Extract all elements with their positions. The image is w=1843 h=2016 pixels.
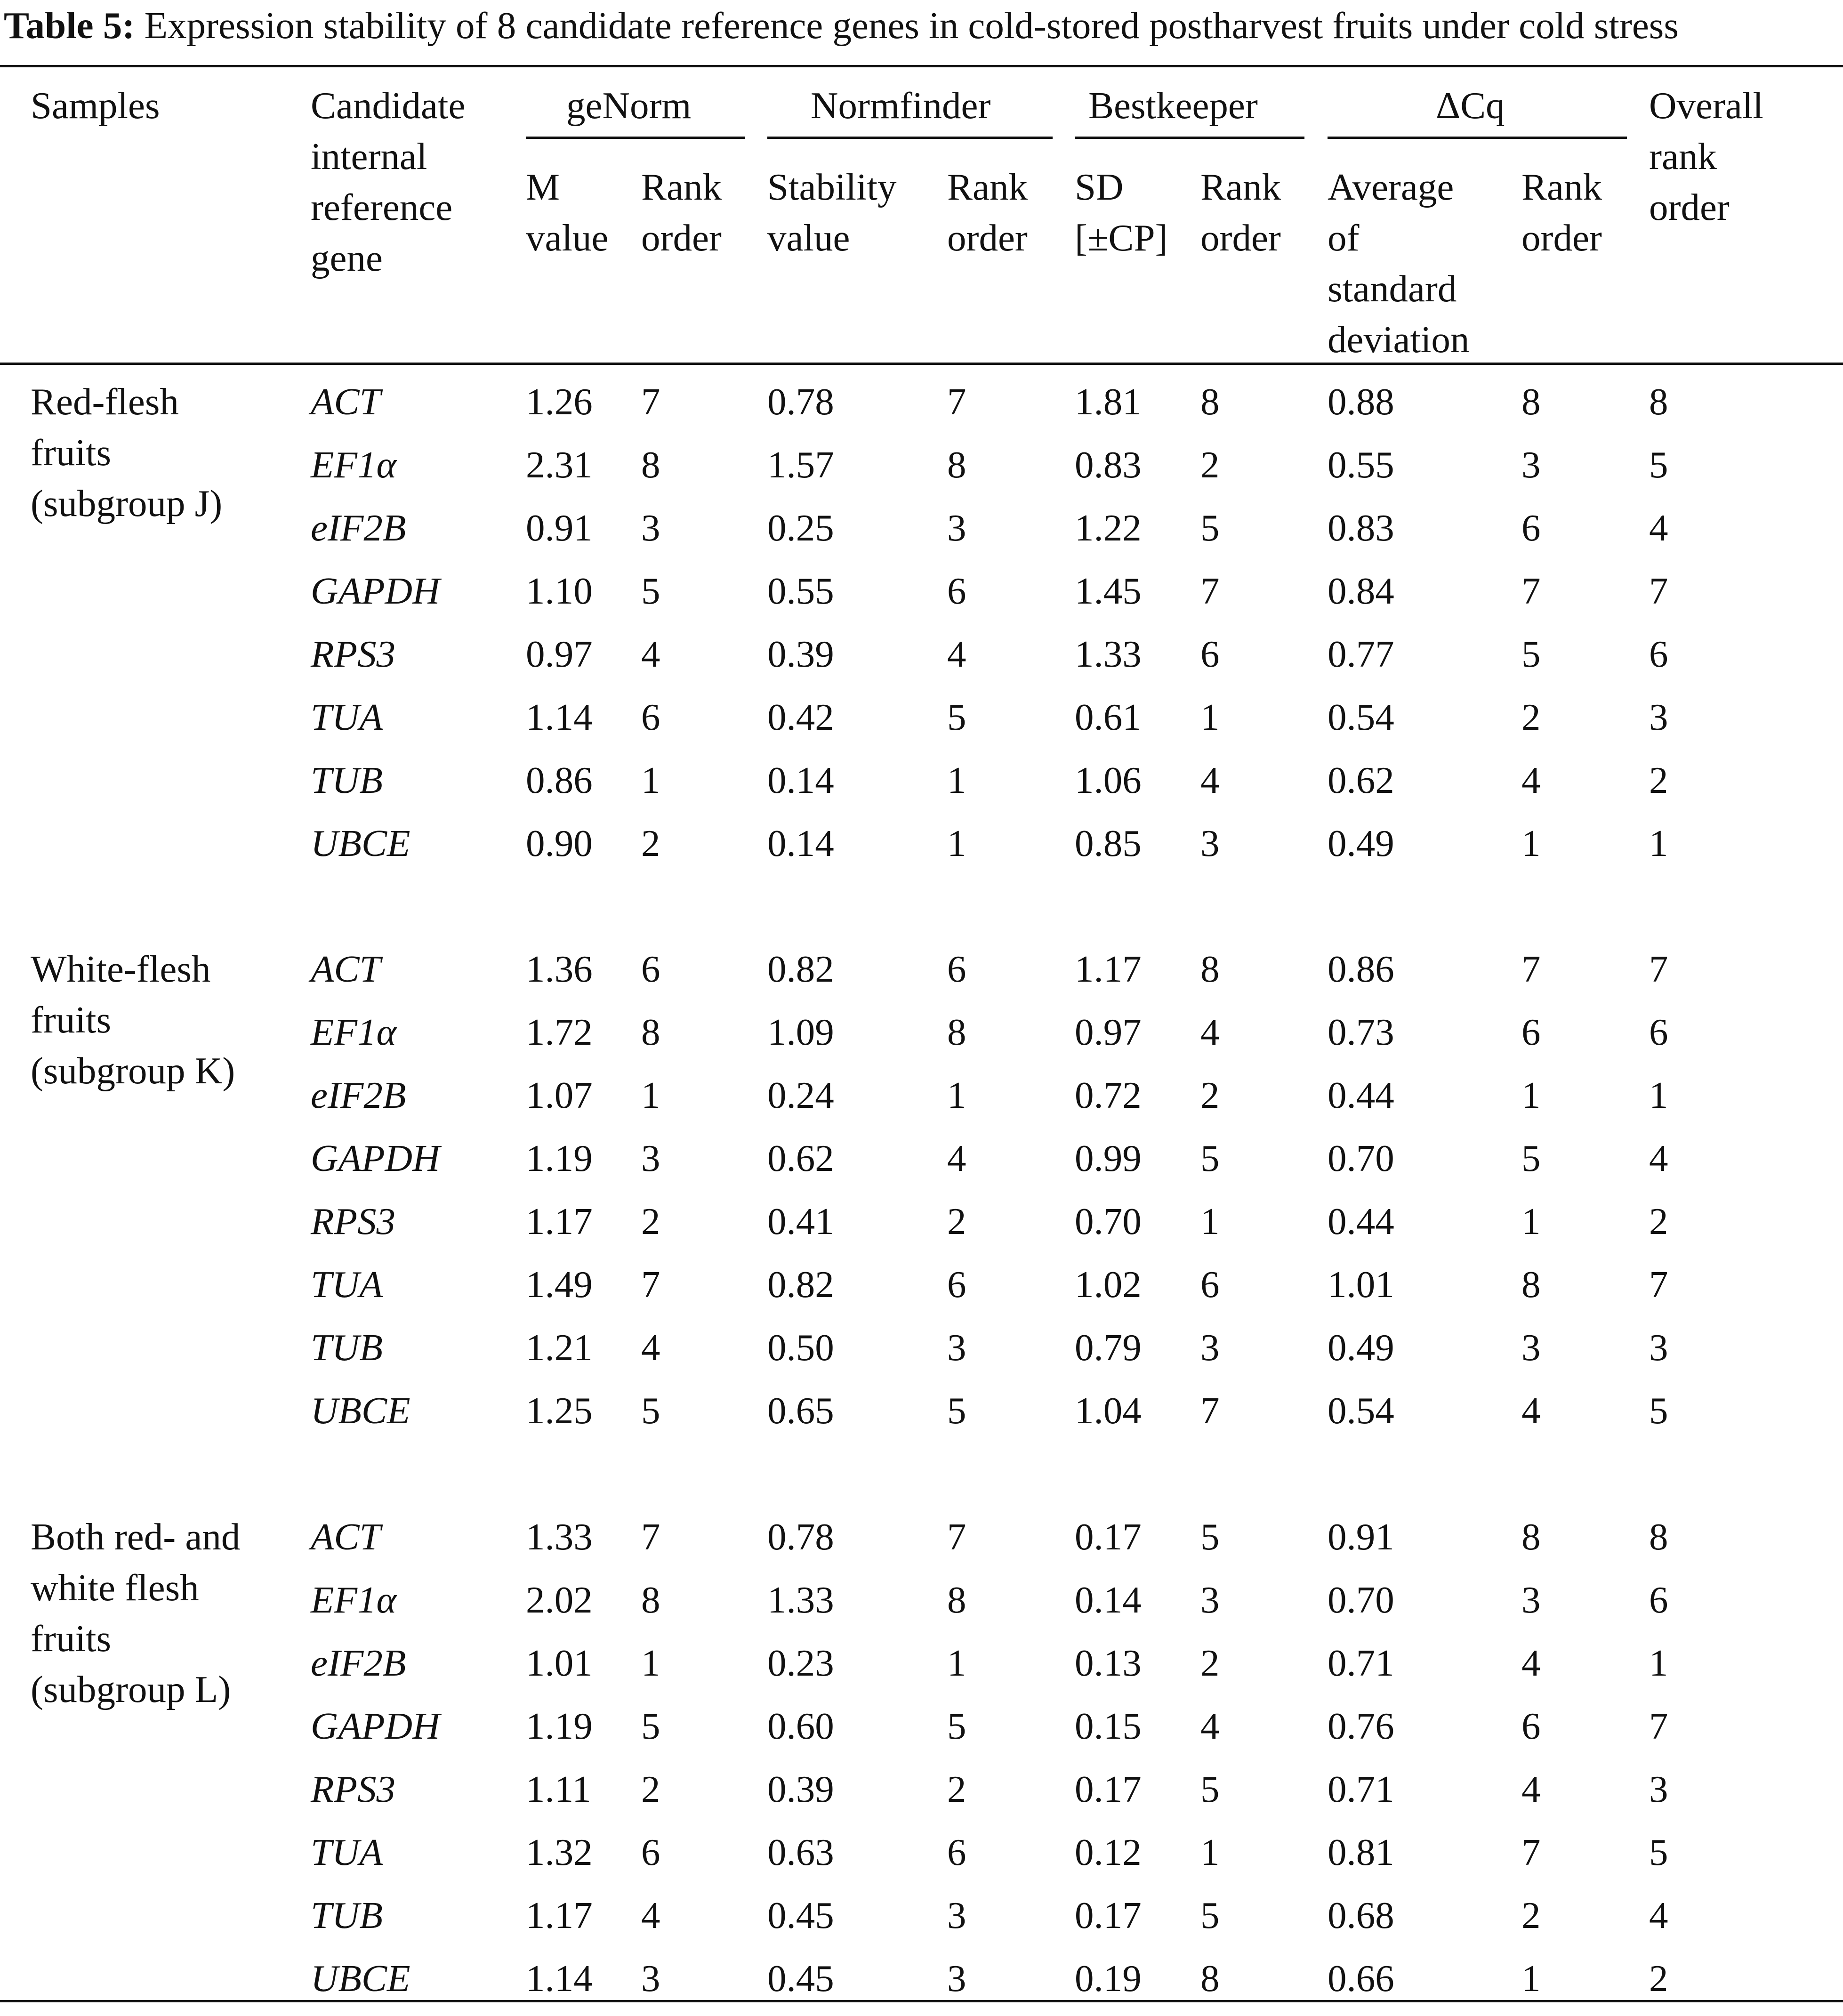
bestkeeper-underline (1075, 137, 1304, 139)
avg-sd-cell: 0.62 (1328, 759, 1394, 801)
table-row (0, 1196, 1843, 1259)
gene-cell: TUA (311, 1263, 383, 1306)
delta-cq-rank-cell: 7 (1521, 570, 1541, 612)
stability-value-cell: 0.82 (767, 948, 834, 990)
m-value-cell: 0.90 (526, 822, 593, 864)
delta-cq-underline (1328, 137, 1627, 139)
genorm-rank-cell: 4 (641, 1326, 660, 1369)
table-row (0, 565, 1843, 629)
m-value-cell: 1.25 (526, 1389, 593, 1432)
sd-cell: 0.83 (1075, 444, 1142, 486)
table-row (0, 692, 1843, 755)
normfinder-rank-cell: 8 (947, 444, 966, 486)
normfinder-rank-cell: 2 (947, 1768, 966, 1810)
overall-rank-cell: 7 (1649, 570, 1668, 612)
stability-value-cell: 0.25 (767, 507, 834, 549)
stability-value-cell: 0.78 (767, 380, 834, 423)
stability-value-cell: 0.23 (767, 1642, 834, 1684)
avg-sd-cell: 0.70 (1328, 1579, 1394, 1621)
genorm-rank-cell: 3 (641, 1957, 660, 2000)
delta-cq-rank-cell: 5 (1521, 633, 1541, 675)
delta-cq-rank-cell: 6 (1521, 1705, 1541, 1747)
delta-cq-rank-cell: 8 (1521, 380, 1541, 423)
genorm-rank-cell: 4 (641, 1894, 660, 1936)
overall-rank-cell: 6 (1649, 633, 1668, 675)
header-m-value: M value (526, 166, 609, 259)
gene-cell: TUB (311, 1326, 383, 1369)
group-label-line: white flesh (31, 1566, 199, 1609)
overall-rank-cell: 6 (1649, 1579, 1668, 1621)
bestkeeper-rank-cell: 2 (1200, 1074, 1220, 1116)
avg-sd-cell: 0.49 (1328, 822, 1394, 864)
table-caption-text: Expression stability of 8 candidate reference genes in cold-stored postharvest fruits under cold stress (144, 4, 1679, 47)
delta-cq-rank-cell: 4 (1521, 759, 1541, 801)
stability-value-cell: 1.09 (767, 1011, 834, 1053)
gene-cell: GAPDH (311, 1137, 440, 1179)
sd-cell: 0.70 (1075, 1200, 1142, 1242)
top-rule (0, 65, 1843, 67)
delta-cq-rank-cell: 3 (1521, 1326, 1541, 1369)
delta-cq-rank-cell: 4 (1521, 1389, 1541, 1432)
header-bestkeeper: Bestkeeper (1088, 84, 1258, 127)
bestkeeper-rank-cell: 3 (1200, 1326, 1220, 1369)
m-value-cell: 1.19 (526, 1705, 593, 1747)
genorm-rank-cell: 6 (641, 696, 660, 738)
genorm-rank-cell: 3 (641, 507, 660, 549)
bestkeeper-rank-cell: 1 (1200, 1831, 1220, 1873)
overall-rank-cell: 1 (1649, 1074, 1668, 1116)
genorm-rank-cell: 8 (641, 444, 660, 486)
stability-value-cell: 0.63 (767, 1831, 834, 1873)
genorm-rank-cell: 6 (641, 948, 660, 990)
overall-rank-cell: 7 (1649, 1705, 1668, 1747)
gene-cell: TUB (311, 759, 383, 801)
normfinder-rank-cell: 3 (947, 507, 966, 549)
bestkeeper-rank-cell: 5 (1200, 1137, 1220, 1179)
avg-sd-cell: 0.71 (1328, 1642, 1394, 1684)
table-row (0, 1007, 1843, 1070)
bestkeeper-rank-cell: 8 (1200, 948, 1220, 990)
avg-sd-cell: 0.44 (1328, 1074, 1394, 1116)
delta-cq-rank-cell: 2 (1521, 696, 1541, 738)
sd-cell: 1.33 (1075, 633, 1142, 675)
overall-rank-cell: 2 (1649, 1957, 1668, 2000)
overall-rank-cell: 3 (1649, 696, 1668, 738)
avg-sd-cell: 0.44 (1328, 1200, 1394, 1242)
normfinder-rank-cell: 6 (947, 1831, 966, 1873)
bestkeeper-rank-cell: 1 (1200, 1200, 1220, 1242)
table-row (0, 1890, 1843, 1953)
delta-cq-rank-cell: 8 (1521, 1516, 1541, 1558)
avg-sd-cell: 0.81 (1328, 1831, 1394, 1873)
sd-cell: 0.19 (1075, 1957, 1142, 2000)
gene-cell: EF1α (311, 1011, 396, 1053)
m-value-cell: 1.14 (526, 696, 593, 738)
sd-cell: 1.17 (1075, 948, 1142, 990)
overall-rank-cell: 2 (1649, 759, 1668, 801)
bestkeeper-rank-cell: 4 (1200, 1011, 1220, 1053)
m-value-cell: 1.49 (526, 1263, 593, 1306)
normfinder-rank-cell: 7 (947, 380, 966, 423)
genorm-rank-cell: 8 (641, 1579, 660, 1621)
table-row (0, 818, 1843, 881)
sd-cell: 0.17 (1075, 1768, 1142, 1810)
gene-cell: UBCE (311, 822, 410, 864)
overall-rank-cell: 5 (1649, 444, 1668, 486)
bestkeeper-rank-cell: 5 (1200, 507, 1220, 549)
gene-cell: RPS3 (311, 633, 395, 675)
header-candidate-gene: Candidate internal reference gene (311, 84, 466, 279)
avg-sd-cell: 1.01 (1328, 1263, 1394, 1306)
overall-rank-cell: 7 (1649, 948, 1668, 990)
m-value-cell: 0.86 (526, 759, 593, 801)
normfinder-rank-cell: 1 (947, 1074, 966, 1116)
m-value-cell: 1.14 (526, 1957, 593, 2000)
header-samples: Samples (31, 84, 160, 127)
sd-cell: 0.79 (1075, 1326, 1142, 1369)
avg-sd-cell: 0.49 (1328, 1326, 1394, 1369)
bestkeeper-rank-cell: 3 (1200, 822, 1220, 864)
sd-cell: 1.45 (1075, 570, 1142, 612)
genorm-rank-cell: 7 (641, 1516, 660, 1558)
sd-cell: 1.22 (1075, 507, 1142, 549)
genorm-rank-cell: 7 (641, 1263, 660, 1306)
delta-cq-rank-cell: 4 (1521, 1768, 1541, 1810)
genorm-rank-cell: 2 (641, 822, 660, 864)
delta-cq-rank-cell: 4 (1521, 1642, 1541, 1684)
m-value-cell: 2.02 (526, 1579, 593, 1621)
sd-cell: 0.72 (1075, 1074, 1142, 1116)
delta-cq-rank-cell: 7 (1521, 1831, 1541, 1873)
stability-value-cell: 0.39 (767, 1768, 834, 1810)
gene-cell: eIF2B (311, 1642, 406, 1684)
gene-cell: UBCE (311, 1389, 410, 1432)
table-row (0, 755, 1843, 818)
overall-rank-cell: 8 (1649, 1516, 1668, 1558)
genorm-rank-cell: 5 (641, 570, 660, 612)
header-normfinder: Normfinder (811, 84, 991, 127)
bestkeeper-rank-cell: 6 (1200, 633, 1220, 675)
genorm-rank-cell: 5 (641, 1705, 660, 1747)
gene-cell: RPS3 (311, 1768, 395, 1810)
delta-cq-rank-cell: 6 (1521, 1011, 1541, 1053)
group-label-line: (subgroup L) (31, 1668, 231, 1710)
genorm-rank-cell: 3 (641, 1137, 660, 1179)
gene-cell: GAPDH (311, 570, 440, 612)
group-label-line: fruits (31, 1617, 111, 1660)
gene-cell: eIF2B (311, 1074, 406, 1116)
gene-cell: GAPDH (311, 1705, 440, 1747)
sd-cell: 0.14 (1075, 1579, 1142, 1621)
normfinder-rank-cell: 7 (947, 1516, 966, 1558)
bestkeeper-rank-cell: 5 (1200, 1516, 1220, 1558)
overall-rank-cell: 4 (1649, 1894, 1668, 1936)
bestkeeper-rank-cell: 5 (1200, 1894, 1220, 1936)
avg-sd-cell: 0.86 (1328, 948, 1394, 990)
stability-value-cell: 0.55 (767, 570, 834, 612)
group-label-line: Red-flesh (31, 380, 179, 423)
normfinder-rank-cell: 8 (947, 1011, 966, 1053)
avg-sd-cell: 0.83 (1328, 507, 1394, 549)
genorm-rank-cell: 1 (641, 1074, 660, 1116)
group-label-line: (subgroup J) (31, 482, 223, 524)
stability-value-cell: 0.60 (767, 1705, 834, 1747)
bestkeeper-rank-cell: 2 (1200, 444, 1220, 486)
sd-cell: 0.15 (1075, 1705, 1142, 1747)
bestkeeper-rank-cell: 7 (1200, 570, 1220, 612)
table-row (0, 629, 1843, 692)
stability-value-cell: 0.14 (767, 759, 834, 801)
normfinder-rank-cell: 1 (947, 759, 966, 801)
table-caption (4, 2, 1840, 49)
m-value-cell: 0.91 (526, 507, 593, 549)
m-value-cell: 1.72 (526, 1011, 593, 1053)
bestkeeper-rank-cell: 5 (1200, 1768, 1220, 1810)
genorm-rank-cell: 4 (641, 633, 660, 675)
genorm-rank-cell: 8 (641, 1011, 660, 1053)
table-row (0, 502, 1843, 565)
table-row (0, 1827, 1843, 1890)
overall-rank-cell: 1 (1649, 822, 1668, 864)
gene-cell: TUB (311, 1894, 383, 1936)
bestkeeper-rank-cell: 8 (1200, 1957, 1220, 2000)
header-normfinder-rank: Rank order (947, 166, 1028, 259)
gene-cell: ACT (311, 948, 381, 990)
table-row (0, 1701, 1843, 1764)
stability-value-cell: 1.33 (767, 1579, 834, 1621)
table-row (0, 1953, 1843, 2016)
gene-cell: eIF2B (311, 507, 406, 549)
genorm-rank-cell: 2 (641, 1768, 660, 1810)
overall-rank-cell: 6 (1649, 1011, 1668, 1053)
overall-rank-cell: 5 (1649, 1389, 1668, 1432)
genorm-rank-cell: 1 (641, 1642, 660, 1684)
normfinder-rank-cell: 6 (947, 570, 966, 612)
delta-cq-rank-cell: 1 (1521, 1200, 1541, 1242)
overall-rank-cell: 3 (1649, 1326, 1668, 1369)
bestkeeper-rank-cell: 1 (1200, 696, 1220, 738)
stability-value-cell: 0.45 (767, 1957, 834, 2000)
delta-cq-rank-cell: 2 (1521, 1894, 1541, 1936)
avg-sd-cell: 0.66 (1328, 1957, 1394, 2000)
header-delta-cq-rank: Rank order (1521, 166, 1602, 259)
stability-value-cell: 1.57 (767, 444, 834, 486)
header-genorm: geNorm (566, 84, 692, 127)
normfinder-rank-cell: 6 (947, 1263, 966, 1306)
bestkeeper-rank-cell: 7 (1200, 1389, 1220, 1432)
overall-rank-cell: 8 (1649, 380, 1668, 423)
gene-cell: TUA (311, 1831, 383, 1873)
table-row (0, 1070, 1843, 1133)
m-value-cell: 1.17 (526, 1200, 593, 1242)
genorm-underline (526, 137, 745, 139)
header-bestkeeper-rank: Rank order (1200, 166, 1281, 259)
gene-cell: RPS3 (311, 1200, 395, 1242)
table-row (0, 1764, 1843, 1827)
bestkeeper-rank-cell: 3 (1200, 1579, 1220, 1621)
header-sd: SD [±CP] (1075, 166, 1168, 259)
stability-value-cell: 0.39 (767, 633, 834, 675)
group-label-line: (subgroup K) (31, 1049, 235, 1092)
m-value-cell: 1.19 (526, 1137, 593, 1179)
stability-value-cell: 0.42 (767, 696, 834, 738)
sd-cell: 0.17 (1075, 1894, 1142, 1936)
overall-rank-cell: 4 (1649, 507, 1668, 549)
avg-sd-cell: 0.73 (1328, 1011, 1394, 1053)
m-value-cell: 1.33 (526, 1516, 593, 1558)
group-label-line: fruits (31, 431, 111, 474)
sd-cell: 0.61 (1075, 696, 1142, 738)
header-genorm-rank: Rank order (641, 166, 722, 259)
avg-sd-cell: 0.71 (1328, 1768, 1394, 1810)
normfinder-rank-cell: 3 (947, 1957, 966, 2000)
stability-value-cell: 0.65 (767, 1389, 834, 1432)
normfinder-rank-cell: 6 (947, 948, 966, 990)
header-overall-rank: Overall rank order (1649, 84, 1763, 228)
table-row (0, 1637, 1843, 1701)
delta-cq-rank-cell: 6 (1521, 507, 1541, 549)
sd-cell: 1.02 (1075, 1263, 1142, 1306)
genorm-rank-cell: 2 (641, 1200, 660, 1242)
delta-cq-rank-cell: 3 (1521, 444, 1541, 486)
sd-cell: 0.17 (1075, 1516, 1142, 1558)
stability-value-cell: 0.24 (767, 1074, 834, 1116)
overall-rank-cell: 5 (1649, 1831, 1668, 1873)
delta-cq-rank-cell: 1 (1521, 1957, 1541, 2000)
header-stability-value: Stability value (767, 166, 897, 259)
m-value-cell: 2.31 (526, 444, 593, 486)
overall-rank-cell: 3 (1649, 1768, 1668, 1810)
avg-sd-cell: 0.70 (1328, 1137, 1394, 1179)
avg-sd-cell: 0.91 (1328, 1516, 1394, 1558)
normfinder-rank-cell: 3 (947, 1894, 966, 1936)
group-label-line: White-flesh (31, 948, 211, 990)
m-value-cell: 1.36 (526, 948, 593, 990)
gene-cell: TUA (311, 696, 383, 738)
bottom-rule (0, 2000, 1843, 2002)
m-value-cell: 1.11 (526, 1768, 591, 1810)
delta-cq-rank-cell: 5 (1521, 1137, 1541, 1179)
delta-cq-rank-cell: 3 (1521, 1579, 1541, 1621)
genorm-rank-cell: 5 (641, 1389, 660, 1432)
stability-value-cell: 0.45 (767, 1894, 834, 1936)
group-label-line: fruits (31, 999, 111, 1041)
sd-cell: 0.13 (1075, 1642, 1142, 1684)
group-label-line: Both red- and (31, 1516, 241, 1558)
avg-sd-cell: 0.76 (1328, 1705, 1394, 1747)
table-row (0, 943, 1843, 1007)
table-row (0, 439, 1843, 502)
bestkeeper-rank-cell: 4 (1200, 1705, 1220, 1747)
m-value-cell: 0.97 (526, 633, 593, 675)
overall-rank-cell: 1 (1649, 1642, 1668, 1684)
m-value-cell: 1.17 (526, 1894, 593, 1936)
delta-cq-rank-cell: 1 (1521, 822, 1541, 864)
m-value-cell: 1.32 (526, 1831, 593, 1873)
stability-value-cell: 0.41 (767, 1200, 834, 1242)
sd-cell: 1.81 (1075, 380, 1142, 423)
avg-sd-cell: 0.54 (1328, 696, 1394, 738)
table-row (0, 1322, 1843, 1385)
normfinder-rank-cell: 5 (947, 696, 966, 738)
avg-sd-cell: 0.77 (1328, 633, 1394, 675)
table-row (0, 376, 1843, 439)
avg-sd-cell: 0.54 (1328, 1389, 1394, 1432)
table-row (0, 1133, 1843, 1196)
genorm-rank-cell: 7 (641, 380, 660, 423)
sd-cell: 0.99 (1075, 1137, 1142, 1179)
overall-rank-cell: 7 (1649, 1263, 1668, 1306)
m-value-cell: 1.21 (526, 1326, 593, 1369)
sd-cell: 1.04 (1075, 1389, 1142, 1432)
gene-cell: ACT (311, 380, 381, 423)
sd-cell: 0.12 (1075, 1831, 1142, 1873)
table-row (0, 1385, 1843, 1448)
normfinder-underline (767, 137, 1053, 139)
genorm-rank-cell: 1 (641, 759, 660, 801)
delta-cq-rank-cell: 1 (1521, 1074, 1541, 1116)
sd-cell: 1.06 (1075, 759, 1142, 801)
bestkeeper-rank-cell: 6 (1200, 1263, 1220, 1306)
stability-value-cell: 0.82 (767, 1263, 834, 1306)
sd-cell: 0.97 (1075, 1011, 1142, 1053)
gene-cell: EF1α (311, 1579, 396, 1621)
normfinder-rank-cell: 1 (947, 822, 966, 864)
bestkeeper-rank-cell: 4 (1200, 759, 1220, 801)
stability-value-cell: 0.50 (767, 1326, 834, 1369)
bestkeeper-rank-cell: 8 (1200, 380, 1220, 423)
header-delta-cq: ΔCq (1436, 84, 1505, 127)
avg-sd-cell: 0.88 (1328, 380, 1394, 423)
table-row (0, 1259, 1843, 1322)
bestkeeper-rank-cell: 2 (1200, 1642, 1220, 1684)
normfinder-rank-cell: 5 (947, 1705, 966, 1747)
genorm-rank-cell: 6 (641, 1831, 660, 1873)
gene-cell: UBCE (311, 1957, 410, 2000)
header-bottom-rule (0, 363, 1843, 365)
stability-value-cell: 0.78 (767, 1516, 834, 1558)
normfinder-rank-cell: 1 (947, 1642, 966, 1684)
table-caption-label: Table 5: (4, 4, 135, 47)
avg-sd-cell: 0.68 (1328, 1894, 1394, 1936)
table-row (0, 1574, 1843, 1637)
table-row (0, 1511, 1843, 1574)
m-value-cell: 1.01 (526, 1642, 593, 1684)
normfinder-rank-cell: 3 (947, 1326, 966, 1369)
stability-value-cell: 0.14 (767, 822, 834, 864)
delta-cq-rank-cell: 8 (1521, 1263, 1541, 1306)
normfinder-rank-cell: 4 (947, 1137, 966, 1179)
stability-value-cell: 0.62 (767, 1137, 834, 1179)
delta-cq-rank-cell: 7 (1521, 948, 1541, 990)
normfinder-rank-cell: 8 (947, 1579, 966, 1621)
overall-rank-cell: 4 (1649, 1137, 1668, 1179)
gene-cell: ACT (311, 1516, 381, 1558)
header-avg-sd: Average of standard deviation (1328, 166, 1470, 361)
normfinder-rank-cell: 5 (947, 1389, 966, 1432)
avg-sd-cell: 0.84 (1328, 570, 1394, 612)
m-value-cell: 1.10 (526, 570, 593, 612)
overall-rank-cell: 2 (1649, 1200, 1668, 1242)
m-value-cell: 1.26 (526, 380, 593, 423)
m-value-cell: 1.07 (526, 1074, 593, 1116)
avg-sd-cell: 0.55 (1328, 444, 1394, 486)
sd-cell: 0.85 (1075, 822, 1142, 864)
normfinder-rank-cell: 2 (947, 1200, 966, 1242)
normfinder-rank-cell: 4 (947, 633, 966, 675)
gene-cell: EF1α (311, 444, 396, 486)
